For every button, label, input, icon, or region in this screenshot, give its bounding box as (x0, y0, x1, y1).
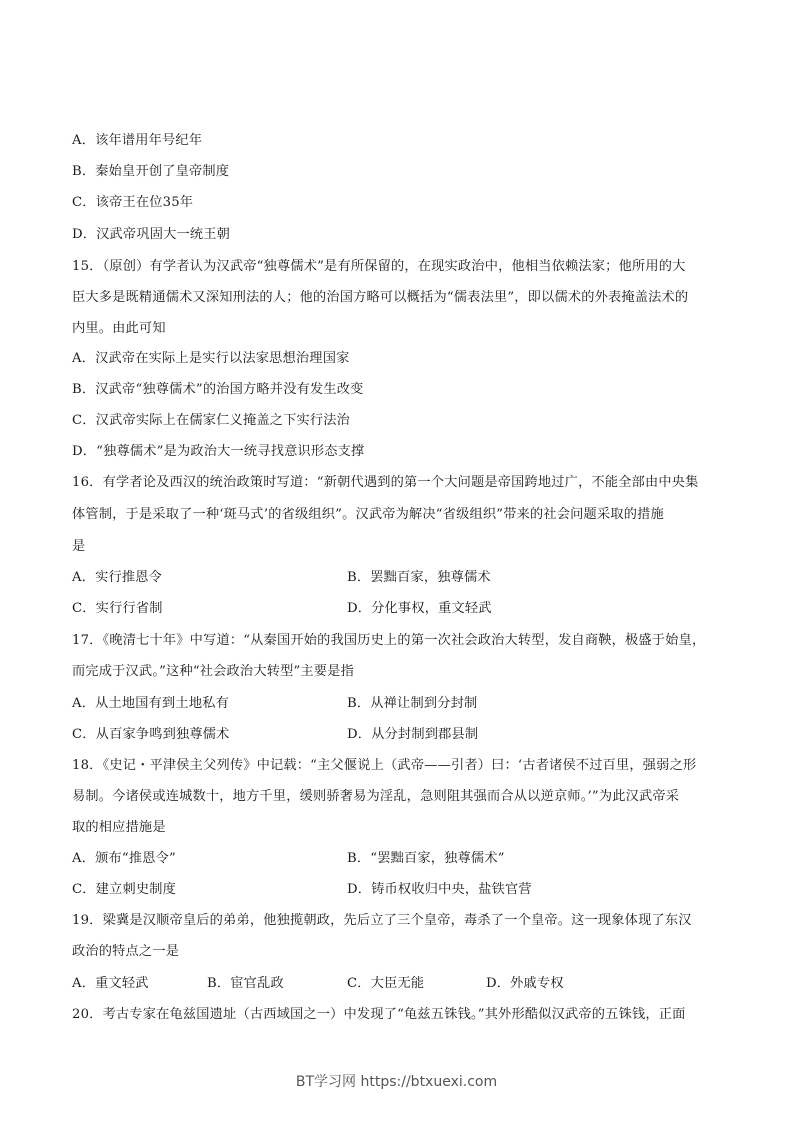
q17-stem-line-1: 17．《晚清七十年》中写道：“从秦国开始的我国历史上的第一次社会政治大转型，发自商鞅，极盛于始皇， (72, 633, 706, 648)
q19-option-a: A．重文轻武 (72, 976, 149, 991)
q15-stem-line-3: 内里。由此可知 (72, 321, 166, 336)
q15-option-b: B．汉武帝“独尊儒术”的治国方略并没有发生改变 (72, 382, 364, 397)
q18-option-d: D．铸币权收归中央，盐铁官营 (347, 882, 532, 897)
q18-stem-line-1: 18．《史记・平津侯主父列传》中记载：“主父偃说上（武帝——引者）曰：‘古者诸侯不过百里，强弱之形 (72, 758, 697, 773)
footer-watermark: BT学习网 https://btxuexi.com (295, 1074, 498, 1090)
q18-option-b: B．“罢黜百家，独尊儒术” (347, 851, 505, 866)
q17-option-d: D．从分封制到郡县制 (347, 727, 479, 742)
q15-stem-line-1: 15．（原创）有学者认为汉武帝“独尊儒术”是有所保留的，在现实政治中，他相当依赖法家；他所用的大 (72, 259, 686, 274)
q16-option-c: C．实行行省制 (72, 601, 163, 616)
q18-stem-line-2: 易制。今诸侯或连城数十，地方千里，缓则骄奢易为淫乱，急则阻其强而合从以逆京师。’”为此汉武帝采 (72, 789, 680, 804)
q17-stem-line-2: 而完成于汉武。”这种“社会政治大转型”主要是指 (72, 664, 354, 679)
q15-option-c: C．汉武帝实际上在儒家仁义掩盖之下实行法治 (72, 413, 351, 428)
q20-stem-line-1: 20．考古专家在龟兹国遗址（古西域国之一）中发现了“龟兹五铢钱。”其外形酷似汉武帝的五铢钱，正面 (72, 1007, 686, 1022)
q14-option-b: B．秦始皇开创了皇帝制度 (72, 164, 230, 179)
q14-option-c: C．该帝王在位35年 (72, 195, 194, 210)
q15-option-a: A．汉武帝在实际上是实行以法家思想治理国家 (72, 351, 350, 366)
q17-option-b: B．从禅让制到分封制 (347, 696, 478, 711)
q14-option-d: D．汉武帝巩固大一统王朝 (72, 227, 231, 242)
q16-option-d: D．分化事权，重文轻武 (347, 601, 492, 616)
q18-option-a: A．颁布“推恩令” (72, 851, 176, 866)
q15-stem-line-2: 臣大多是既精通儒术又深知刑法的人；他的治国方略可以概括为“儒表法里”，即以儒术的外表掩盖法术的 (72, 290, 689, 305)
q19-option-b: B．宦官乱政 (207, 976, 284, 991)
q16-stem-line-2: 体管制，于是采取了一种‘斑马式’的省级组织”。汉武帝为解决“省级组织”带来的社会问题采取的措施 (72, 507, 664, 522)
q19-option-d: D．外戚专权 (486, 976, 564, 991)
q18-option-c: C．建立刺史制度 (72, 882, 177, 897)
q16-option-a: A．实行推恩令 (72, 570, 163, 585)
q19-stem-line-1: 19．梁冀是汉顺帝皇后的弟弟，他独揽朝政，先后立了三个皇帝，毒杀了一个皇帝。这一现象体现了东汉 (72, 913, 692, 928)
q15-option-d: D．“独尊儒术”是为政治大一统寻找意识形态支撑 (72, 444, 365, 459)
q16-stem-line-3: 是 (72, 539, 86, 554)
q16-option-b: B．罢黜百家，独尊儒术 (347, 570, 491, 585)
q14-option-a: A．该年谱用年号纪年 (72, 133, 203, 148)
q19-stem-line-2: 政治的特点之一是 (72, 944, 180, 959)
q17-option-c: C．从百家争鸣到独尊儒术 (72, 727, 230, 742)
q16-stem-line-1: 16．有学者论及西汉的统治政策时写道：“新朝代遇到的第一个大问题是帝国跨地过广，不能全部由中央集 (72, 475, 699, 490)
q18-stem-line-3: 取的相应措施是 (72, 820, 166, 835)
q19-option-c: C．大臣无能 (347, 976, 425, 991)
q17-option-a: A．从土地国有到土地私有 (72, 696, 229, 711)
